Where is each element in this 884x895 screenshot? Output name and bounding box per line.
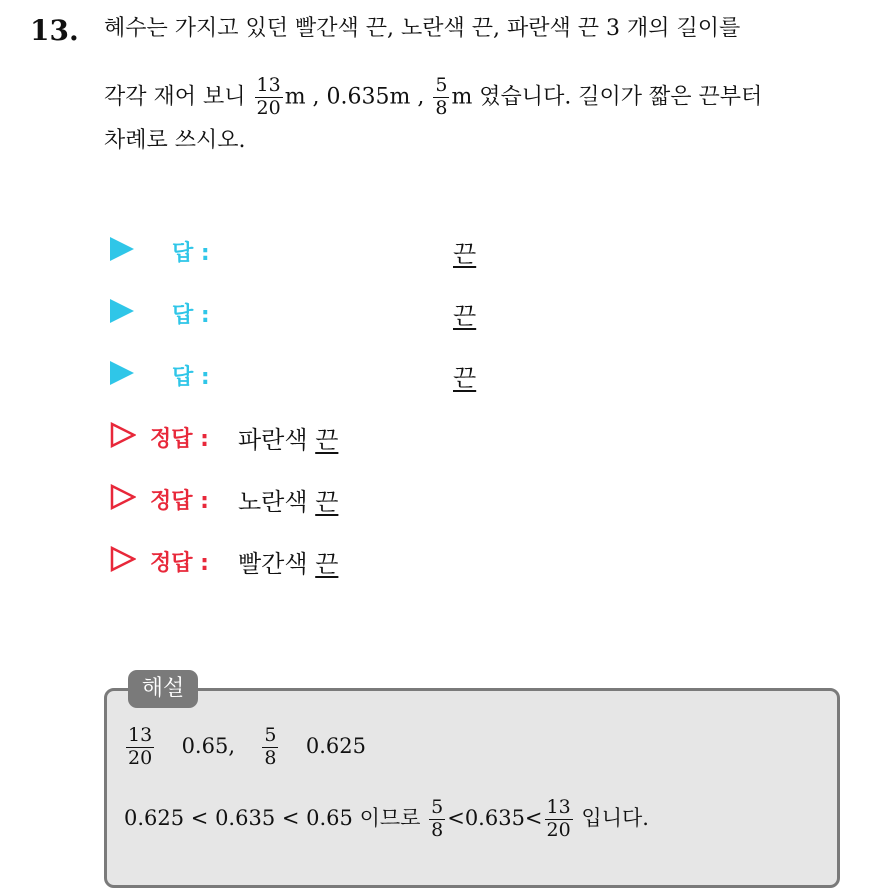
- fraction-13-20: [126, 726, 154, 769]
- answer-row[interactable]: [110, 232, 610, 266]
- outline-triangle-icon: [110, 422, 136, 448]
- correct-answer-unit: 끈: [315, 426, 339, 454]
- fraction-numerator: 13: [546, 796, 571, 818]
- correct-answer-unit: 끈: [315, 550, 339, 578]
- fraction-numerator: 5: [264, 724, 277, 746]
- answer-label: 답 :: [172, 303, 210, 328]
- answer-blank-unit[interactable]: 끈: [453, 240, 477, 268]
- inequality-text: 0.625 < 0.635 < 0.65: [124, 805, 353, 830]
- filled-triangle-icon: [110, 299, 134, 323]
- question-text-line-3: 차례로 쓰시오.: [104, 128, 246, 153]
- fraction-5-8: [262, 726, 278, 769]
- question-text-mid: m , 0.635m ,: [284, 84, 425, 110]
- ending-text: 입니다.: [581, 805, 649, 830]
- fraction-denominator: 8: [431, 818, 444, 841]
- explanation-line-1: [124, 726, 366, 769]
- fraction-5-8: [433, 76, 449, 119]
- fraction-denominator: 8: [435, 96, 448, 119]
- answer-row[interactable]: [110, 294, 610, 328]
- fraction-13-20: [545, 798, 573, 841]
- fraction-denominator: 20: [546, 818, 571, 841]
- correct-answer-value: [238, 544, 338, 579]
- correct-answer-unit: 끈: [315, 488, 339, 516]
- explanation-tab: 해설: [128, 670, 198, 708]
- correct-answer-label: 정답 :: [150, 427, 209, 452]
- fraction-5-8: [429, 798, 445, 841]
- question-text-line-1: 혜수는 가지고 있던 빨간색 끈, 노란색 끈, 파란색 끈 3 개의 길이를: [104, 16, 741, 41]
- fraction-numerator: 13: [256, 74, 281, 96]
- correct-answer-label: 정답 :: [150, 489, 209, 514]
- fraction-denominator: 20: [128, 746, 153, 769]
- decimal-value: 0.65,: [181, 733, 235, 758]
- explanation-box: [104, 688, 840, 888]
- middle-inequality: <0.635<: [447, 805, 543, 830]
- answer-label: 답 :: [172, 365, 210, 390]
- correct-answer-row: [110, 480, 610, 516]
- correct-answer-color: 노란색: [238, 488, 308, 516]
- question-number: 13.: [30, 14, 79, 47]
- fraction-denominator: 20: [256, 96, 281, 119]
- question: [0, 0, 884, 170]
- outline-triangle-icon: [110, 546, 136, 572]
- connector-text: 이므로: [359, 805, 421, 830]
- filled-triangle-icon: [110, 237, 134, 261]
- correct-answer-color: 빨간색: [238, 550, 308, 578]
- correct-answer-row: [110, 418, 610, 454]
- correct-answer-value: [238, 482, 338, 517]
- answer-row[interactable]: [110, 356, 610, 390]
- filled-triangle-icon: [110, 361, 134, 385]
- fraction-13-20: [255, 76, 283, 119]
- correct-answer-row: [110, 542, 610, 578]
- outline-triangle-icon: [110, 484, 136, 510]
- fraction-numerator: 5: [431, 796, 444, 818]
- question-text-suffix: m 였습니다. 길이가 짧은 끈부터: [451, 84, 763, 110]
- answer-blank-unit[interactable]: 끈: [453, 364, 477, 392]
- correct-answer-color: 파란색: [238, 426, 308, 454]
- answer-label: 답 :: [172, 241, 210, 266]
- correct-answer-label: 정답 :: [150, 551, 209, 576]
- decimal-value: 0.625: [305, 733, 366, 758]
- question-text-line-2: [104, 76, 762, 119]
- explanation-line-2: [124, 798, 649, 841]
- correct-answer-value: [238, 420, 338, 455]
- question-text-prefix: 각각 재어 보니: [104, 84, 246, 110]
- fraction-numerator: 5: [435, 74, 448, 96]
- fraction-numerator: 13: [128, 724, 153, 746]
- fraction-denominator: 8: [264, 746, 277, 769]
- answer-blank-unit[interactable]: 끈: [453, 302, 477, 330]
